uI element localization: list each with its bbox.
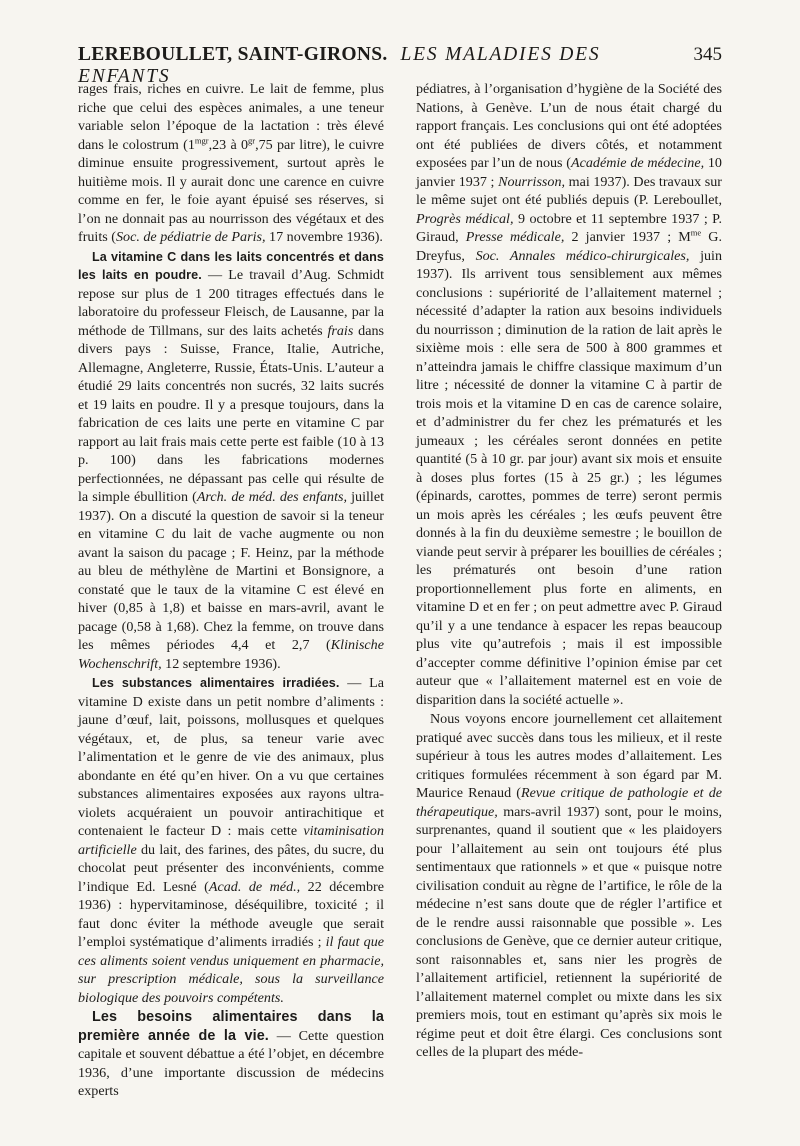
text-run: du lait, des farines, des pâtes, du sucre, du chocolat peut présenter des inconvénients, comme l’indique Ed. Lesné ( (78, 841, 384, 895)
text-run: dans divers pays : Suisse, France, Italie, Autriche, Allemagne, Angleterre, Russie, États-Unis. L’auteur a étudié 29 laits concentrés non sucrés, 32 laits sucrés et 19 laits en poudre. Il y a presque toujours, dans la fabrication de ces laits une perte en vitamine C par rapport au lait frais mais cette perte est faible (10 à 13 p. 100) dans les fabrications modernes perfectionnées, ne dépassant pas celle qui résulte de la simple ébullition ( (78, 322, 385, 505)
text-run: juin 1937). Ils arrivent tous sensiblement aux mêmes conclusions : supériorité de l’allaitement maternel ; nécessité d’adapter la ration aux besoins individuels du nourrisson ; diminution de la ration de lait après le sixième mois : elle sera de 500 à 800 grammes et n’atteindra jamais le chiffre classique maximum d’un litre ; nécessité de donner la vitamine C à partir de trois mois et la vitamine D en cas de carence solaire, et d’administrer du fer chez les prématurés et les jumeaux ; les céréales seront données en petite quantité (5 à 10 gr. par jour) avant six mois et ensuite à doses plus fortes (15 à 25 gr.) ; les légumes (épinards, carottes, pommes de terre) seront permis un mois après les céréales ; les œufs peuvent être donnés à la fin du deuxième semestre ; le bouillon de viande peut servir à préparer les bouillies de céréales ; les prématurés ont besoin d’une ration proportionnellement plus forte en aliments, en vitamine D et en fer ; on peut admettre avec P. Giraud qu’il y a une tendance à espacer les repas beaucoup plus vite qu’autrefois ; mais il est impossible d’accepter comme définitive l’opinion émise par cet auteur que « l’allaitement maternel est en voie de disparition dans la société actuelle ». (416, 247, 723, 708)
text-run: 22 décembre 1936) : hypervitaminose, déséquilibre, toxicité ; il faut donc éviter la méthode aveugle que serait l’emploi systématique d’aliments irradiés ; (78, 878, 385, 950)
superscript: mgr (194, 134, 209, 145)
left-column (78, 80, 384, 1101)
text-run: 9 octobre et 11 septembre 1937 ; P. Giraud, (416, 210, 722, 245)
citation: Presse médicale, (465, 229, 565, 245)
paragraph-breastfeeding (416, 710, 722, 1062)
section-heading: Les substances alimentaires irradiées. (92, 676, 340, 690)
text-run: — Cette question capitale et souvent débattue a été l’objet, en décembre 1936, d’une importante discussion de médecins experts (78, 1027, 384, 1099)
text-run: ,75 par litre), le cuivre diminue ensuite progressivement, surtout après le huitième mois. Il y aurait donc une carence en cuivre comme en fer, le foie ayant épuisé ses réserves, si l’on ne donnait pas au nourrisson des végétaux et des fruits ( (78, 136, 385, 245)
text-run: 10 janvier 1937 ; (416, 155, 722, 190)
paragraph-food-needs (78, 1008, 384, 1101)
citation: Progrès médical, (416, 210, 514, 227)
paragraph-vitamin-c (78, 248, 384, 674)
emphasis: il faut que ces aliments soient vendus uniquement en pharmacie, sur prescription médicale, sous la surveillance biologique des pouvoirs compétents. (78, 934, 384, 1006)
emphasis: frais (327, 322, 354, 339)
running-header (78, 44, 722, 87)
header-title: LES MALADIES DES ENFANTS (78, 44, 601, 87)
citation: Acad. de méd., (208, 878, 301, 895)
text-run: 2 janvier 1937 ; M (564, 229, 691, 245)
text-run: mars-avril 1937) sont, pour le moins, surprenantes, quand il soutient que « les plaidoyers pour l’allaitement au sein ont toujours été plus sentimentaux que rationnels » et que « puisque notre civilisation conduit au règne de l’artifice, le rôle de la médecine n’est sans doute que de régler l’artifice et de le rendre aussi raisonnable que possible ». Les conclusions de Genève, que ce dernier auteur critique, sont raisonnables et, sans nier les progrès de l’allaitement artificiel, retiennent la supériorité de l’allaitement maternel complet ou mixte dans les six premiers mois, tout en estimant qu’après six mois le régime peut et doit être élargi. Ces conclusions sont celles de la plupart des méde- (416, 803, 722, 1060)
citation: Soc. de pédiatrie de Paris, (115, 229, 266, 245)
superscript: gr (248, 134, 256, 145)
paragraph-geneva-conclusions (416, 80, 722, 709)
text-run: rages frais, riches en cuivre. Le lait de femme, plus riche que celui des espèces animales, a une teneur variable selon l’époque de la lactation : très élevé dans le colostrum (1 (78, 81, 384, 153)
text-run: pédiatres, à l’organisation d’hygiène de la Société des Nations, à Genève. L’un de nous était chargé du rapport français. Les conclusions qui ont été adoptées ont été publiées de divers côtés, et notamment exposées par l’un de nous ( (416, 81, 722, 171)
text-run: 12 septembre 1936). (161, 655, 281, 672)
text-run: 17 novembre 1936). (265, 229, 383, 245)
page-number: 345 (693, 44, 722, 65)
emphasis: vitaminisation artificielle (78, 823, 384, 858)
citation: Revue critique de pathologie et de thérapeutique, (416, 785, 723, 820)
citation: Klinische Wochenschrift, (78, 637, 384, 672)
superscript: me (690, 227, 702, 238)
citation: Arch. de méd. des enfants, (196, 489, 347, 505)
paragraph-copper (78, 80, 384, 247)
text-run: ,23 à 0 (208, 136, 248, 153)
citation: Soc. Annales médico-chirurgicales, (475, 247, 690, 264)
header-authors: LEREBOULLET, SAINT-GIRONS. (78, 44, 388, 65)
section-heading: La vitamine C dans les laits concentrés et dans les laits en poudre. (78, 249, 384, 282)
text-run: juillet 1937). On a discuté la question de savoir si la teneur en vitamine C du lait de vache augmente ou non avant la saison du pacage ; F. Heinz, par la méthode au bleu de méthylène de Martini et Bonsignore, a constaté que le taux de la vitamine C est élevé en hiver (0,85 à 1,8) et baisse en mars-avril, avant le pacage (0,58 à 1,68). Chez la femme, on trouve dans les mêmes périodes 4,4 et 2,7 ( (78, 489, 384, 653)
section-heading: Les besoins alimentaires dans la première année de la vie. (78, 1009, 384, 1044)
paragraph-irradiated-foods (78, 674, 384, 1007)
citation: Académie de médecine, (571, 155, 705, 171)
right-column (416, 80, 722, 1062)
text-run: Nous voyons encore journellement cet allaitement pratiqué avec succès dans tous les milieux, et il reste supérieur à tous les autres modes d’allaitement. Les critiques formulées récemment à son égard par M. Maurice Renaud ( (416, 711, 722, 801)
text-run: G. Dreyfus, (416, 229, 722, 264)
text-run: — Le travail d’Aug. Schmidt repose sur plus de 1 200 titrages effectués dans le laboratoire du professeur Fleisch, de Lausanne, par la méthode de Tillmans, sur des laits achetés (78, 267, 384, 339)
citation: Nourrisson, (498, 173, 566, 190)
text-run: mai 1937). Des travaux sur le même sujet ont été publiés depuis (P. Lereboullet, (416, 173, 723, 208)
text-run: — La vitamine D existe dans un petit nombre d’aliments : jaune d’œuf, lait, poissons, mollusques et quelques végétaux, et, de plus, sa teneur varie avec l’alimentation et le genre de vie des animaux, plus abondante en été qu’en hiver. On a vu que certaines substances alimentaires exposées aux rayons ultra-violets acquéraient un pouvoir antirachitique et contenaient le facteur D : mais cette (78, 675, 384, 839)
